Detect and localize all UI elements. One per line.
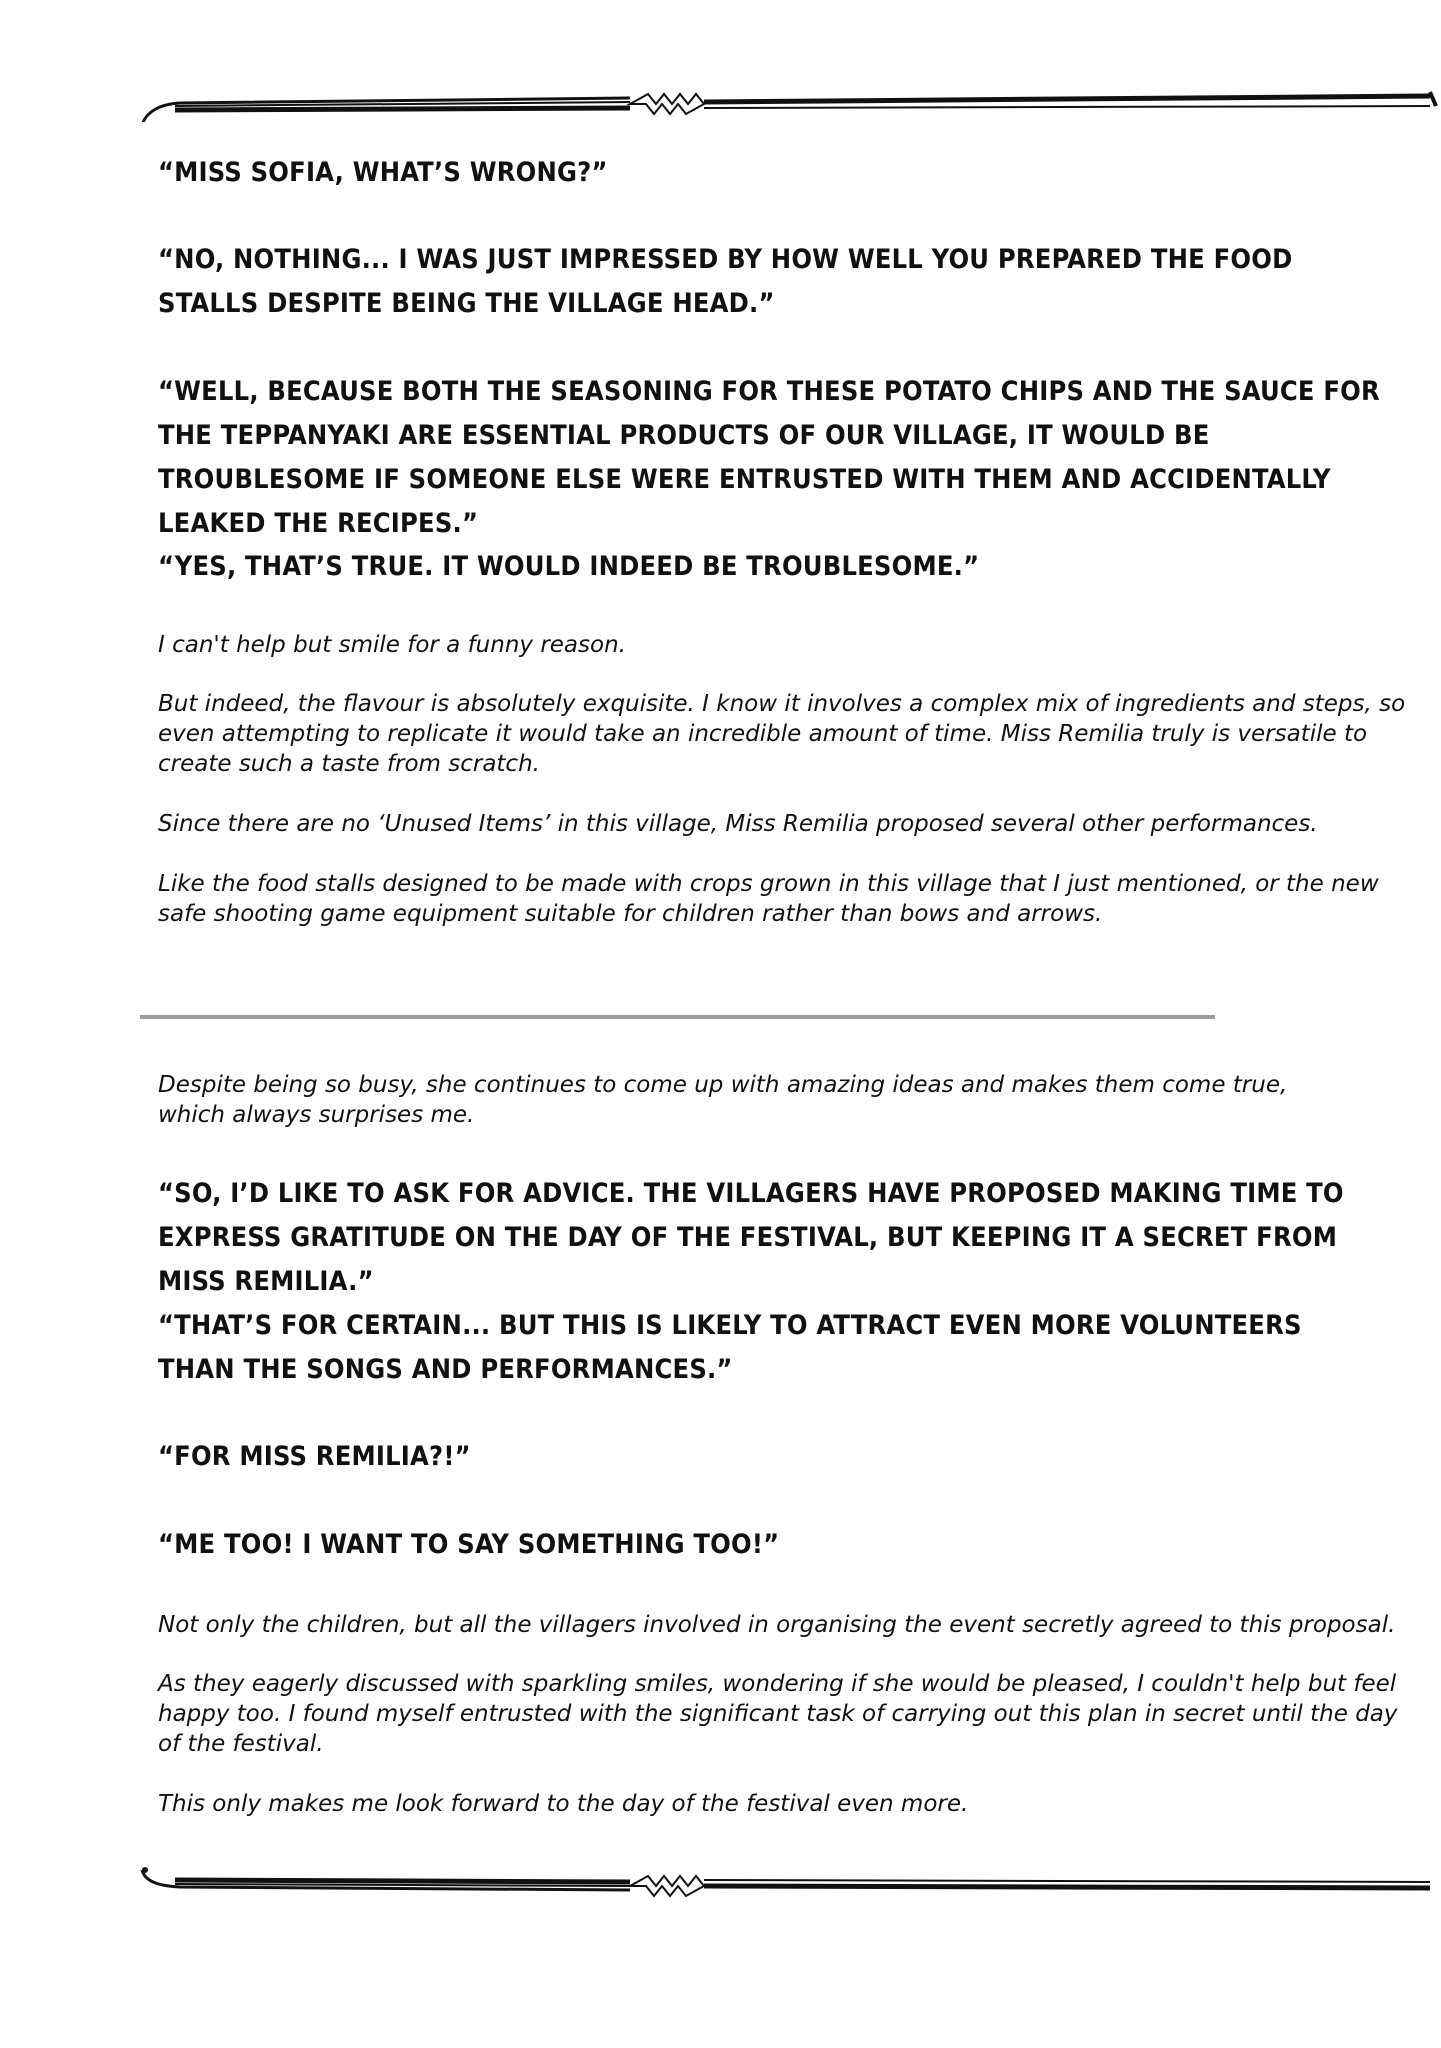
narration-despite-busy: Despite being so busy, she continues to come up with amazing ideas and makes them come true, which always surprises me.	[158, 1072, 1288, 1128]
dialogue-me-too: “ME TOO! I WANT TO SAY SOMETHING TOO!”	[158, 1529, 780, 1560]
flourish-top-icon	[0, 82, 1441, 122]
narration-look-forward: This only makes me look forward to the day of the festival even more.	[158, 1791, 969, 1817]
flourish-bottom-icon	[0, 1866, 1441, 1906]
dialogue-well-because: “WELL, BECAUSE BOTH THE SEASONING FOR THESE POTATO CHIPS AND THE SAUCE FOR THE TEPPANYAKI ARE ESSENTIAL PRODUCTS OF OUR VILLAGE, IT WOULD BE TROUBLESOME IF SOMEONE ELSE WERE ENTRUSTED WITH THEM AND ACCIDENTALLY LEAKED THE RECIPES.”	[158, 376, 1380, 539]
narration-smile: I can't help but smile for a funny reason.	[158, 632, 626, 658]
narration-sparkling-smiles: As they eagerly discussed with sparkling smiles, wondering if she would be pleased, I couldn't help but feel happy too. I found myself entrusted with the significant task of carrying out this plan in secret until the day of the festival.	[158, 1671, 1398, 1757]
dialogue-thats-for-certain: “THAT’S FOR CERTAIN... BUT THIS IS LIKELY TO ATTRACT EVEN MORE VOLUNTEERS THAN THE SONGS AND PERFORMANCES.”	[158, 1310, 1302, 1385]
narration-flavour: But indeed, the flavour is absolutely exquisite. I know it involves a complex mix of ingredients and steps, so even attempting to replicate it would take an incredible amount of time. Miss Remilia truly is versatile to create such a taste from scratch.	[158, 691, 1406, 777]
section-divider	[140, 1015, 1215, 1019]
dialogue-miss-sofia-whats-wrong: “MISS SOFIA, WHAT’S WRONG?”	[158, 157, 608, 188]
narration-food-stalls: Like the food stalls designed to be made with crops grown in this village that I just mentioned, or the new safe shooting game equipment suitable for children rather than bows and arrows.	[158, 871, 1379, 927]
dialogue-for-miss-remilia: “FOR MISS REMILIA?!”	[158, 1441, 471, 1472]
dialogue-ask-for-advice: “SO, I’D LIKE TO ASK FOR ADVICE. THE VILLAGERS HAVE PROPOSED MAKING TIME TO EXPRESS GRATITUDE ON THE DAY OF THE FESTIVAL, BUT KEEPING IT A SECRET FROM MISS REMILIA.”	[158, 1178, 1344, 1297]
narration-unused-items: Since there are no ‘Unused Items’ in this village, Miss Remilia proposed several other performances.	[158, 811, 1318, 837]
dialogue-no-nothing: “NO, NOTHING... I WAS JUST IMPRESSED BY HOW WELL YOU PREPARED THE FOOD STALLS DESPITE BEING THE VILLAGE HEAD.”	[158, 244, 1293, 319]
dialogue-yes-thats-true: “YES, THAT’S TRUE. IT WOULD INDEED BE TROUBLESOME.”	[158, 551, 980, 582]
narration-not-only-children: Not only the children, but all the villagers involved in organising the event secretly agreed to this proposal.	[158, 1612, 1396, 1638]
